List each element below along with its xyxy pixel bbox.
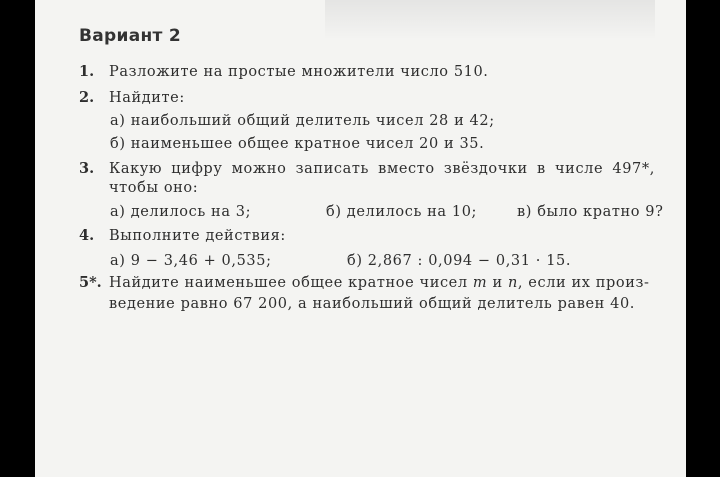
task-5-line-1-end: , если их произ- bbox=[517, 275, 650, 291]
page-bleed-through bbox=[325, 0, 655, 40]
task-3-part-a: а) делилось на 3; bbox=[110, 204, 252, 220]
task-2-part-a: а) наибольший общий делитель чисел 28 и 42; bbox=[110, 113, 495, 129]
task-2-part-b: б) наименьшее общее кратное чисел 20 и 35. bbox=[110, 136, 485, 152]
task-2-number: 2. bbox=[79, 89, 95, 106]
variant-heading: Вариант 2 bbox=[79, 26, 182, 46]
task-3-line-2: чтобы оно: bbox=[109, 180, 199, 196]
task-5-var-n: n bbox=[507, 275, 518, 291]
task-5-and: и bbox=[487, 275, 508, 291]
task-1-number: 1. bbox=[79, 63, 95, 80]
task-5-number: 5*. bbox=[79, 274, 102, 291]
task-1-text: Разложите на простые множители число 510. bbox=[109, 64, 489, 80]
task-4-part-a: а) 9 − 3,46 + 0,535; bbox=[110, 253, 272, 269]
task-2-text: Найдите: bbox=[109, 90, 185, 106]
task-5-line-1 bbox=[109, 276, 650, 291]
task-5-line-2: ведение равно 67 200, а наибольший общий делитель равен 40. bbox=[109, 296, 636, 312]
task-3-part-c: в) было кратно 9? bbox=[517, 204, 664, 220]
task-3-line-1: Какую цифру можно записать вместо звёздочки в числе 497*, bbox=[109, 161, 655, 177]
task-3-part-b: б) делилось на 10; bbox=[326, 204, 477, 220]
task-5-line-1-start: Найдите наименьшее общее кратное чисел bbox=[109, 275, 473, 291]
task-4-text: Выполните действия: bbox=[109, 228, 286, 244]
task-4-number: 4. bbox=[79, 227, 95, 244]
task-5-var-m: m bbox=[472, 275, 488, 291]
task-4-part-b: б) 2,867 : 0,094 − 0,31 · 15. bbox=[347, 253, 572, 269]
task-3-number: 3. bbox=[79, 160, 95, 177]
textbook-page bbox=[35, 0, 686, 477]
